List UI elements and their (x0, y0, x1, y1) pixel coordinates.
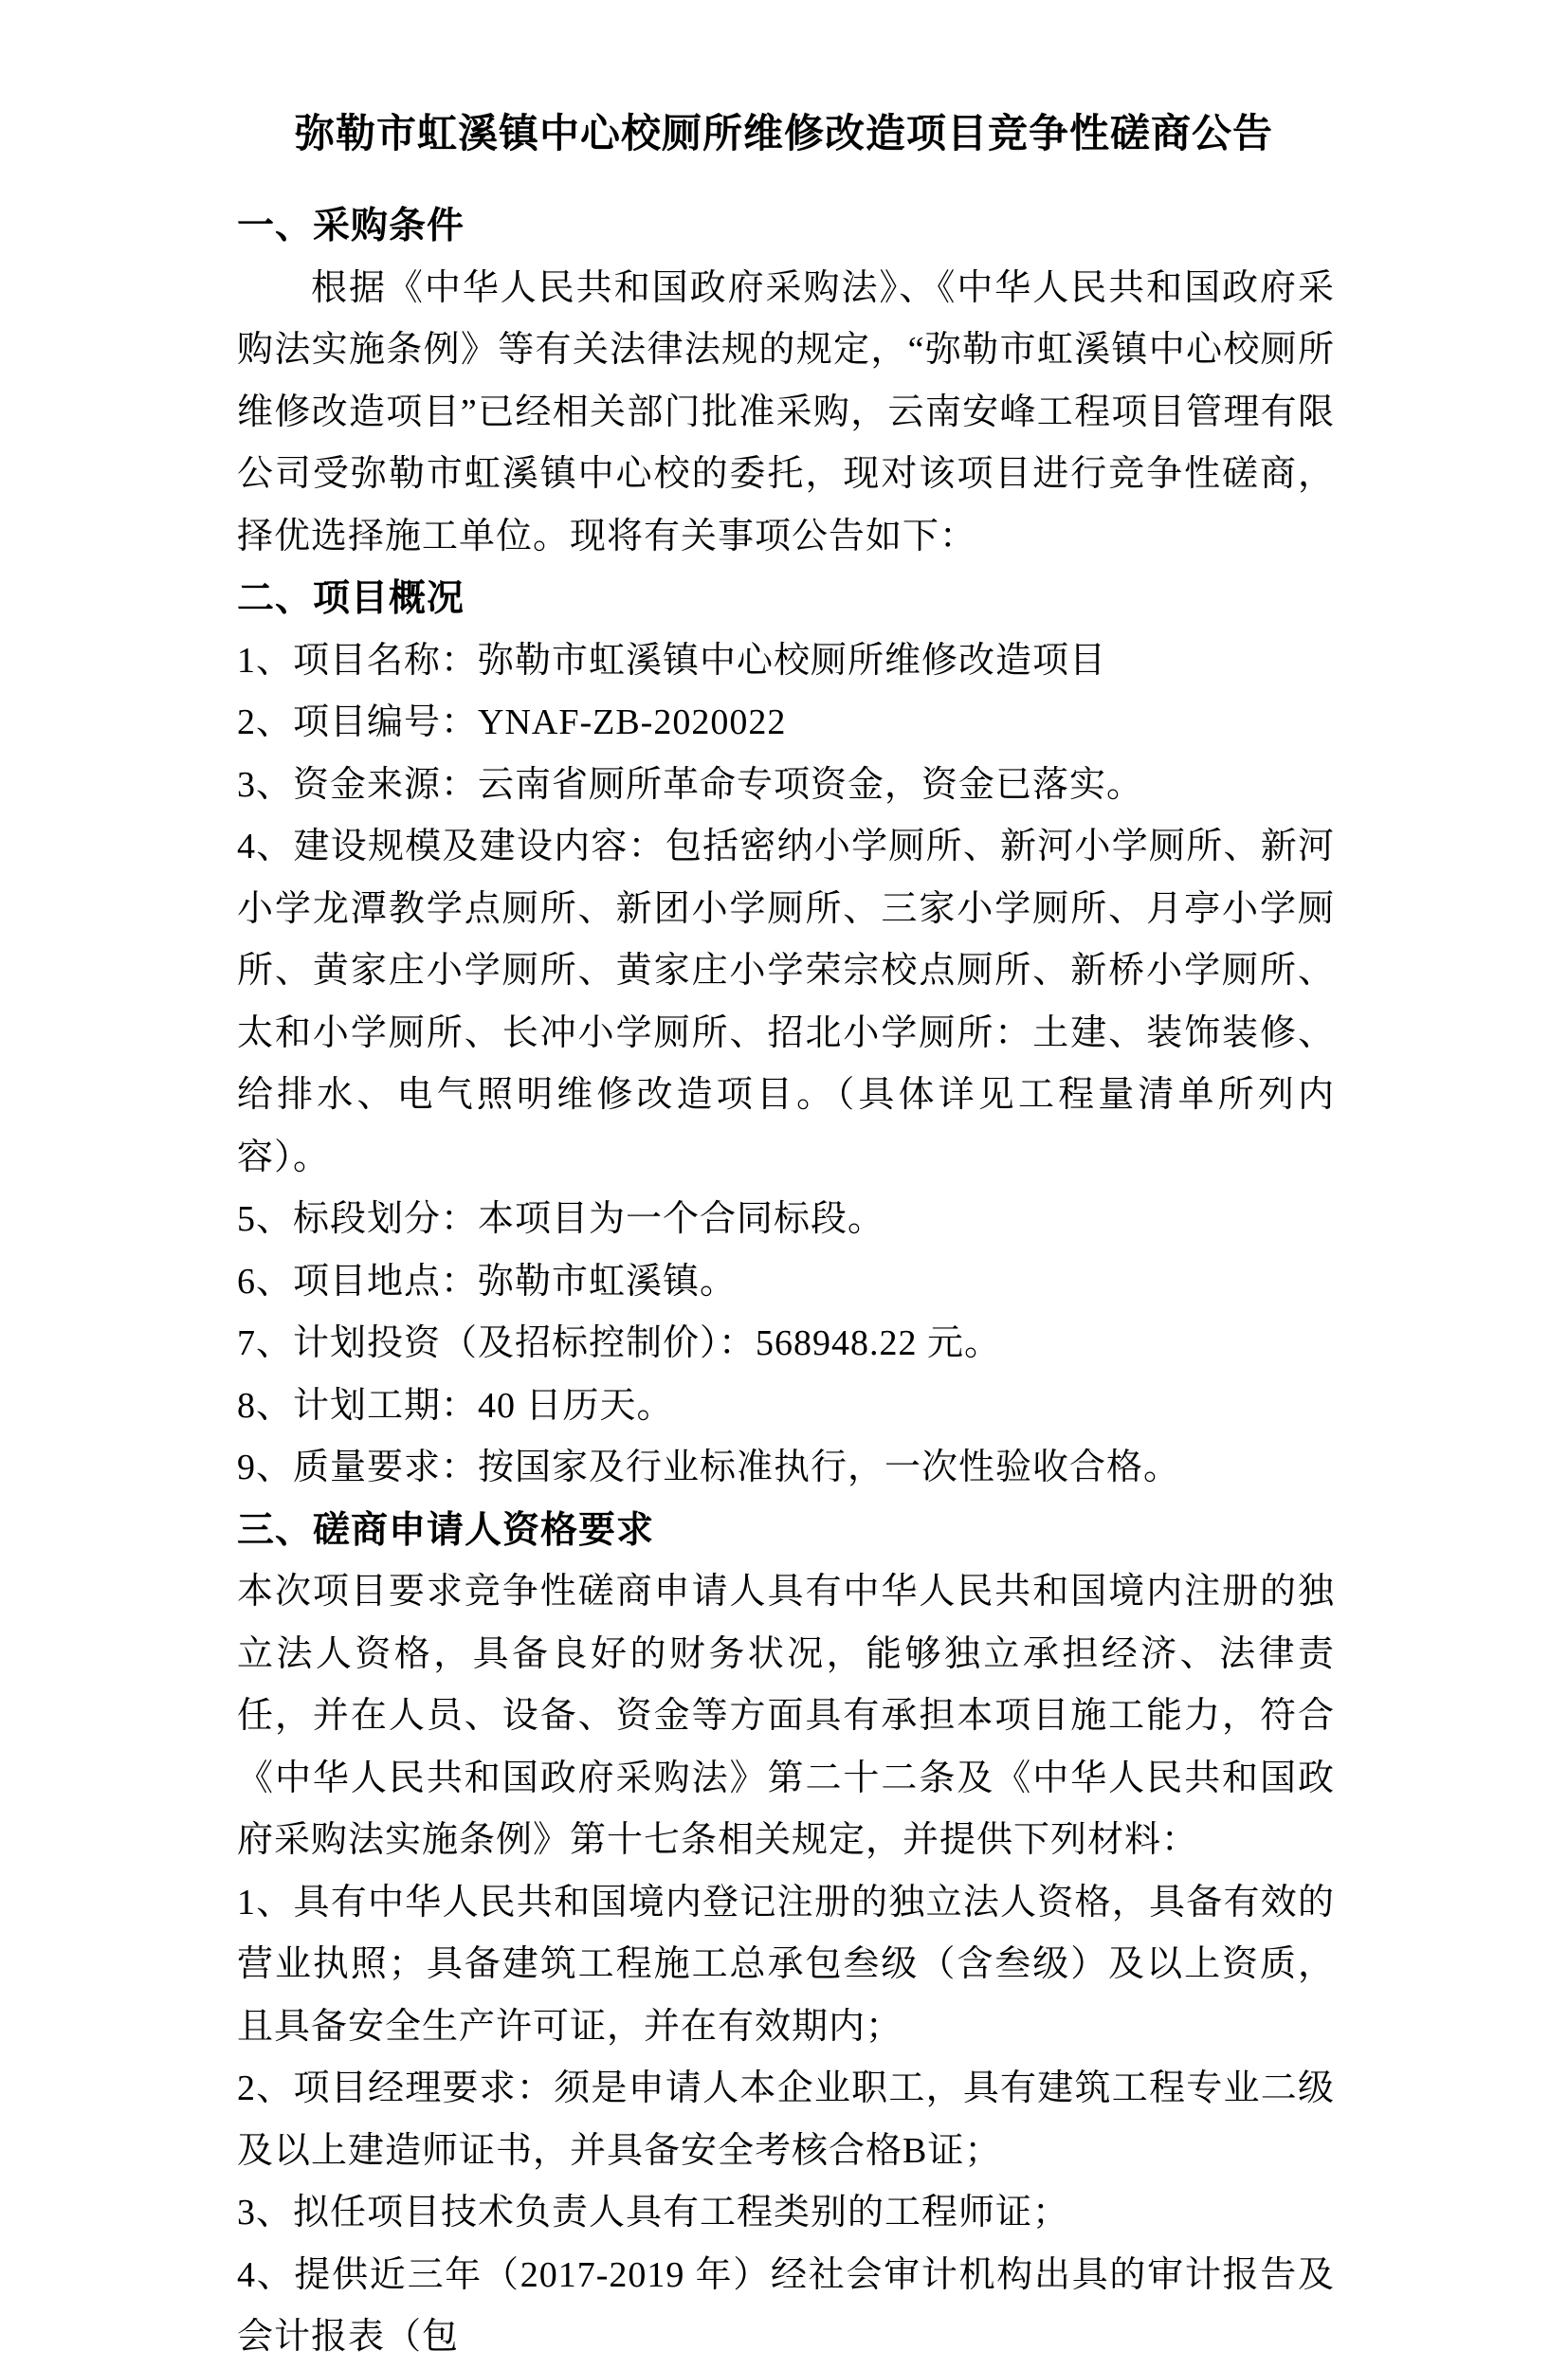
paragraph-funding-source: 3、资金来源：云南省厕所革命专项资金，资金已落实。 (237, 764, 1144, 805)
paragraph-project-location: 6、项目地点：弥勒市虹溪镇。 (237, 1261, 738, 1302)
paragraph-qualification-item-3: 3、拟任项目技术负责人具有工程类别的工程师证； (237, 2193, 1070, 2232)
document-body (237, 195, 1335, 2369)
document-title: 弥勒市虹溪镇中心校厕所维修改造项目竞争性磋商公告 (294, 111, 1273, 155)
paragraph-planned-investment: 7、计划投资（及招标控制价）：568948.22 元。 (237, 1323, 1002, 1363)
paragraph-qualification-intro: 本次项目要求竞争性磋商申请人具有中华人民共和国境内注册的独立法人资格，具备良好的财务状况，能够独立承担经济、法律责任，并在人员、设备、资金等方面具有承担本项目施工能力，符合《中华人民共和国政府采购法》第二十二条及《中华人民共和国政府采购法实施条例》第十七条相关规定，并提供下列材料： (237, 1572, 1335, 1860)
paragraph-project-name: 1、项目名称：弥勒市虹溪镇中心校厕所维修改造项目 (237, 640, 1107, 681)
paragraph-quality-requirement: 9、质量要求：按国家及行业标准执行，一次性验收合格。 (237, 1448, 1181, 1487)
paragraph-bid-section-division: 5、标段划分：本项目为一个合同标段。 (237, 1199, 885, 1239)
paragraph-qualification-item-2: 2、项目经理要求：须是申请人本企业职工，具有建筑工程专业二级及以上建造师证书，并具备安全考核合格B证； (237, 2068, 1335, 2171)
paragraph-qualification-item-4: 4、提供近三年（2017-2019 年）经社会审计机构出具的审计报告及会计报表（包 (237, 2254, 1335, 2357)
paragraph-planned-duration: 8、计划工期：40 日历天。 (237, 1385, 674, 1426)
section-heading-project-overview: 二、项目概况 (237, 578, 465, 619)
paragraph-construction-scope: 4、建设规模及建设内容：包括密纳小学厕所、新河小学厕所、新河小学龙潭教学点厕所、新团小学厕所、三家小学厕所、月亭小学厕所、黄家庄小学厕所、黄家庄小学荣宗校点厕所、新桥小学厕所、太和小学厕所、长冲小学厕所、招北小学厕所：土建、装饰装修、给排水、电气照明维修改造项目。（具体详见工程量清单所列内容）。 (237, 827, 1335, 1177)
section-heading-procurement-conditions: 一、采购条件 (237, 206, 465, 246)
paragraph-project-number: 2、项目编号：YNAF-ZB-2020022 (237, 702, 787, 742)
paragraph-procurement-conditions: 根据《中华人民共和国政府采购法》、《中华人民共和国政府采购法实施条例》等有关法律法规的规定，“弥勒市虹溪镇中心校厕所维修改造项目”已经相关部门批准采购，云南安峰工程项目管理有限公司受弥勒市虹溪镇中心校的委托，现对该项目进行竞争性磋商，择优选择施工单位。现将有关事项公告如下： (237, 267, 1335, 556)
paragraph-qualification-item-1: 1、具有中华人民共和国境内登记注册的独立法人资格，具备有效的营业执照；具备建筑工程施工总承包叁级（含叁级）及以上资质，且具备安全生产许可证，并在有效期内； (237, 1882, 1335, 2047)
section-heading-applicant-qualifications: 三、磋商申请人资格要求 (237, 1509, 655, 1551)
